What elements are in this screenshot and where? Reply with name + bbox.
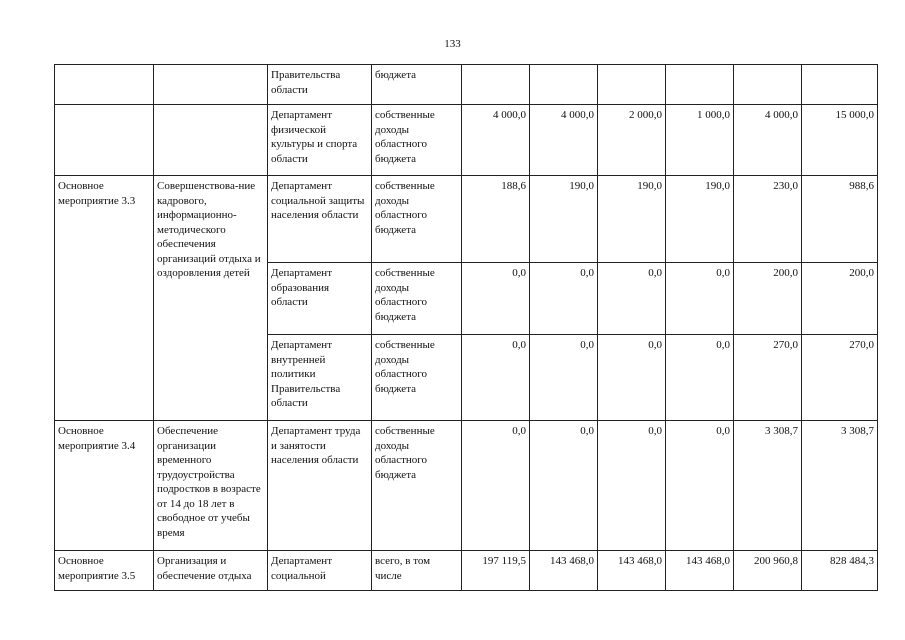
measure-cell	[55, 65, 154, 105]
value-cell: 197 119,5	[462, 551, 530, 591]
value-cell	[666, 65, 734, 105]
value-cell: 143 468,0	[530, 551, 598, 591]
value-cell: 200,0	[802, 263, 878, 335]
value-cell: 270,0	[802, 335, 878, 421]
measure-cell: Основное мероприятие 3.4	[55, 421, 154, 551]
measure-cell: Основное мероприятие 3.3	[55, 176, 154, 421]
value-cell: 0,0	[530, 335, 598, 421]
value-cell: 190,0	[530, 176, 598, 263]
value-cell: 3 308,7	[734, 421, 802, 551]
table-row	[55, 551, 878, 591]
source-cell: собственные доходы областного бюджета	[372, 421, 462, 551]
executor-cell: Департамент труда и занятости населения области	[268, 421, 372, 551]
executor-cell: Департамент социальной	[268, 551, 372, 591]
value-cell	[802, 65, 878, 105]
title-cell: Организация и обеспечение отдыха	[154, 551, 268, 591]
value-cell: 0,0	[530, 263, 598, 335]
value-cell: 0,0	[666, 263, 734, 335]
executor-cell: Департамент образования области	[268, 263, 372, 335]
value-cell: 0,0	[462, 421, 530, 551]
title-cell	[154, 65, 268, 105]
value-cell: 230,0	[734, 176, 802, 263]
title-cell: Совершенствова-ние кадрового, информационно-методического обеспечения организаций отдыха и оздоровления детей	[154, 176, 268, 421]
value-cell: 0,0	[462, 263, 530, 335]
source-cell: собственные доходы областного бюджета	[372, 176, 462, 263]
source-cell: собственные доходы областного бюджета	[372, 105, 462, 176]
source-cell: собственные доходы областного бюджета	[372, 263, 462, 335]
budget-table	[54, 64, 878, 591]
executor-cell: Правительства области	[268, 65, 372, 105]
measure-cell: Основное мероприятие 3.5	[55, 551, 154, 591]
value-cell: 200 960,8	[734, 551, 802, 591]
source-cell: бюджета	[372, 65, 462, 105]
executor-cell: Департамент внутренней политики Правительства области	[268, 335, 372, 421]
value-cell: 3 308,7	[802, 421, 878, 551]
measure-cell	[55, 105, 154, 176]
value-cell	[598, 65, 666, 105]
title-cell: Обеспечение организации временного трудоустройства подростков в возрасте от 14 до 18 лет в свободное от учебы время	[154, 421, 268, 551]
executor-cell: Департамент физической культуры и спорта области	[268, 105, 372, 176]
source-cell: всего, в том числе	[372, 551, 462, 591]
value-cell: 190,0	[598, 176, 666, 263]
page-number: 133	[444, 38, 461, 50]
value-cell: 4 000,0	[462, 105, 530, 176]
value-cell: 188,6	[462, 176, 530, 263]
value-cell: 2 000,0	[598, 105, 666, 176]
value-cell: 143 468,0	[598, 551, 666, 591]
value-cell: 0,0	[666, 335, 734, 421]
value-cell: 270,0	[734, 335, 802, 421]
source-cell: собственные доходы областного бюджета	[372, 335, 462, 421]
value-cell: 190,0	[666, 176, 734, 263]
value-cell: 0,0	[598, 263, 666, 335]
table-row	[55, 65, 878, 105]
table-row	[55, 421, 878, 551]
value-cell: 15 000,0	[802, 105, 878, 176]
executor-cell: Департамент социальной защиты населения области	[268, 176, 372, 263]
value-cell: 1 000,0	[666, 105, 734, 176]
value-cell: 0,0	[598, 421, 666, 551]
value-cell	[530, 65, 598, 105]
value-cell	[734, 65, 802, 105]
value-cell: 0,0	[598, 335, 666, 421]
value-cell: 200,0	[734, 263, 802, 335]
value-cell: 828 484,3	[802, 551, 878, 591]
value-cell: 0,0	[666, 421, 734, 551]
value-cell: 4 000,0	[530, 105, 598, 176]
value-cell: 988,6	[802, 176, 878, 263]
value-cell: 0,0	[462, 335, 530, 421]
value-cell	[462, 65, 530, 105]
value-cell: 4 000,0	[734, 105, 802, 176]
value-cell: 0,0	[530, 421, 598, 551]
value-cell: 143 468,0	[666, 551, 734, 591]
table-row	[55, 176, 878, 263]
title-cell	[154, 105, 268, 176]
table-row	[55, 105, 878, 176]
